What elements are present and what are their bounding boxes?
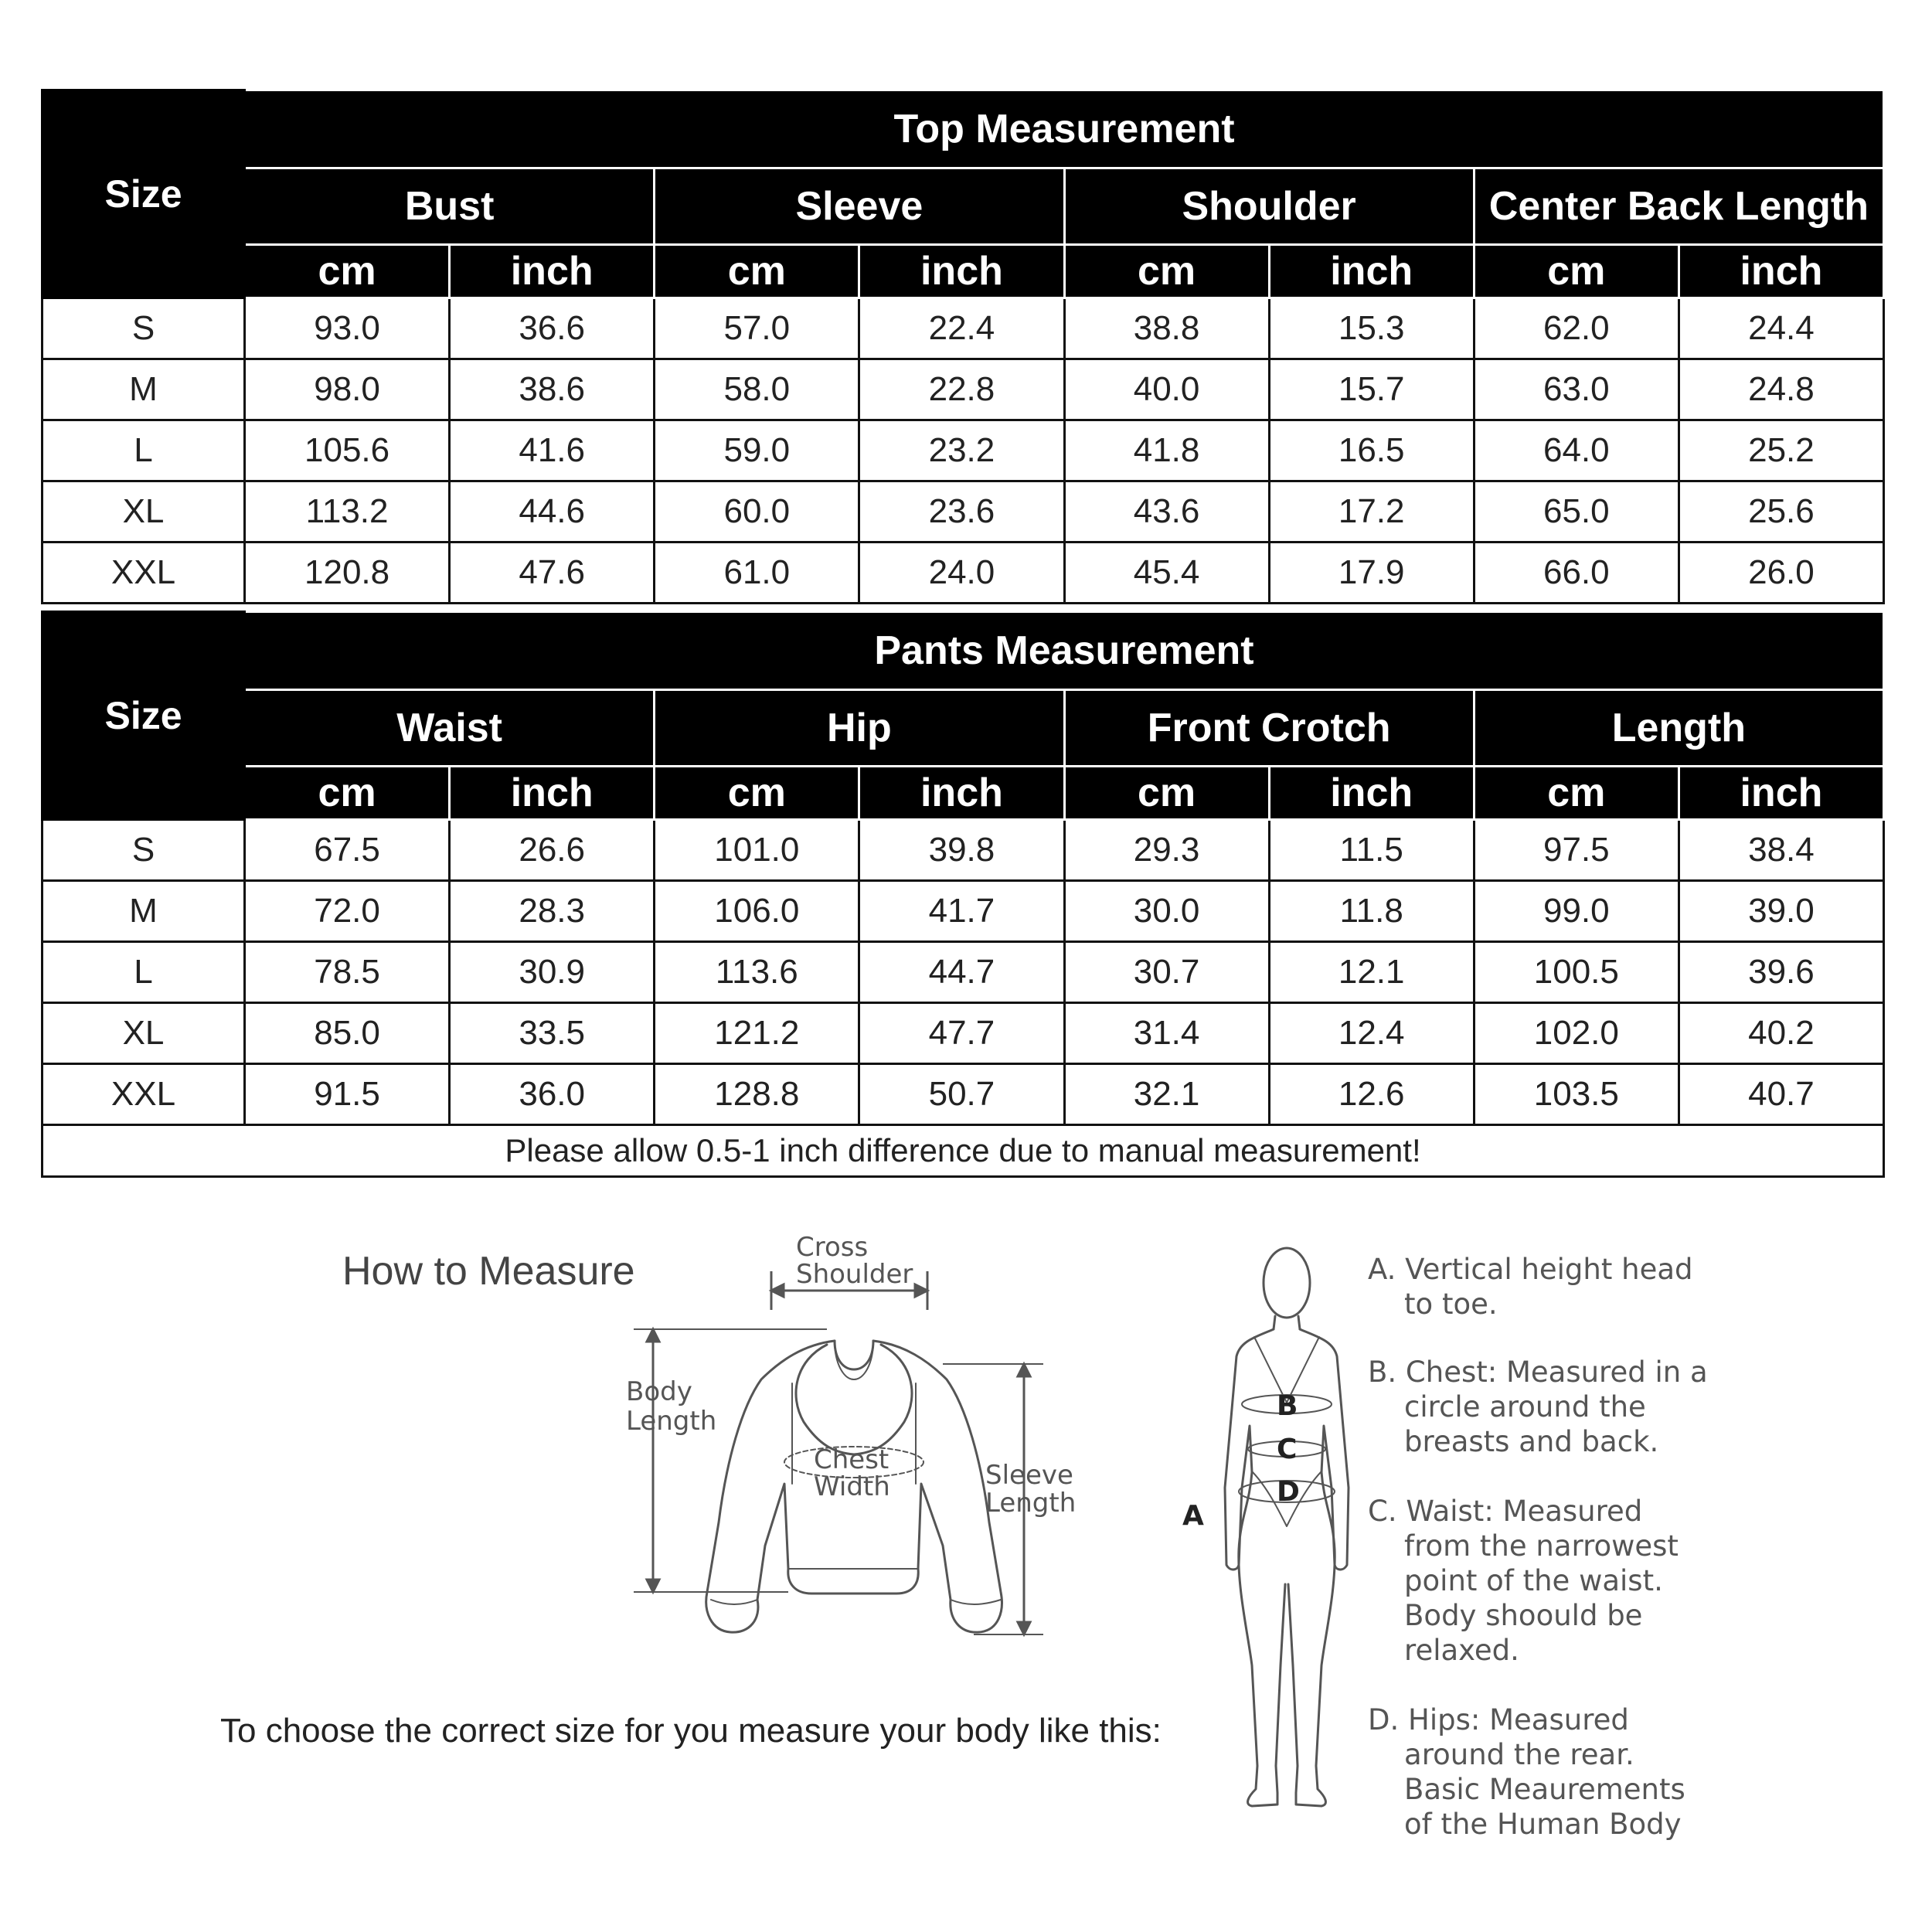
value-cell: 41.6	[450, 420, 655, 481]
value-cell: 11.8	[1269, 881, 1474, 942]
value-cell: 36.0	[450, 1064, 655, 1125]
value-cell: 32.1	[1064, 1064, 1269, 1125]
value-cell: 99.0	[1474, 881, 1679, 942]
value-cell: 40.0	[1064, 359, 1269, 420]
value-cell: 61.0	[655, 543, 859, 604]
value-cell: 58.0	[655, 359, 859, 420]
value-cell: 113.2	[245, 481, 450, 543]
value-cell: 15.3	[1269, 298, 1474, 359]
size-cell: XL	[43, 1003, 245, 1064]
value-cell: 57.0	[655, 298, 859, 359]
table-row	[43, 820, 1884, 881]
size-cell: M	[43, 359, 245, 420]
value-cell: 44.7	[859, 942, 1064, 1003]
size-cell: XXL	[43, 1064, 245, 1125]
value-cell: 63.0	[1474, 359, 1679, 420]
legend-hips: D. Hips: Measured around the rear. Basic Meaurements of the Human Body	[1368, 1703, 1685, 1841]
table-row	[43, 1003, 1884, 1064]
unit-header-cm: cm	[655, 767, 859, 820]
value-cell: 30.9	[450, 942, 655, 1003]
measurement-note: Please allow 0.5-1 inch difference due to manual measurement!	[43, 1125, 1884, 1177]
value-cell: 102.0	[1474, 1003, 1679, 1064]
choose-size-instruction: To choose the correct size for you measure your body like this:	[220, 1712, 1162, 1750]
value-cell: 39.8	[859, 820, 1064, 881]
pants-measurement-title: Pants Measurement	[245, 612, 1884, 690]
size-cell: S	[43, 820, 245, 881]
value-cell: 29.3	[1064, 820, 1269, 881]
unit-header-inch: inch	[859, 245, 1064, 298]
value-cell: 12.1	[1269, 942, 1474, 1003]
size-cell: XL	[43, 481, 245, 543]
value-cell: 43.6	[1064, 481, 1269, 543]
value-cell: 65.0	[1474, 481, 1679, 543]
value-cell: 17.2	[1269, 481, 1474, 543]
body-length-label-1: Body	[626, 1376, 692, 1407]
value-cell: 40.7	[1679, 1064, 1883, 1125]
chest-width-label-1: Chest	[814, 1444, 889, 1475]
unit-header-inch: inch	[1269, 245, 1474, 298]
unit-header-cm: cm	[245, 245, 450, 298]
value-cell: 93.0	[245, 298, 450, 359]
value-cell: 78.5	[245, 942, 450, 1003]
value-cell: 44.6	[450, 481, 655, 543]
value-cell: 47.6	[450, 543, 655, 604]
value-cell: 59.0	[655, 420, 859, 481]
unit-header-cm: cm	[655, 245, 859, 298]
marker-b: B	[1277, 1390, 1298, 1422]
value-cell: 24.0	[859, 543, 1064, 604]
table-row	[43, 481, 1884, 543]
unit-header-inch: inch	[1679, 767, 1883, 820]
value-cell: 23.6	[859, 481, 1064, 543]
value-cell: 39.6	[1679, 942, 1883, 1003]
value-cell: 85.0	[245, 1003, 450, 1064]
value-cell: 38.8	[1064, 298, 1269, 359]
value-cell: 38.6	[450, 359, 655, 420]
value-cell: 100.5	[1474, 942, 1679, 1003]
value-cell: 25.6	[1679, 481, 1883, 543]
unit-header-cm: cm	[245, 767, 450, 820]
value-cell: 24.4	[1679, 298, 1883, 359]
value-cell: 28.3	[450, 881, 655, 942]
size-cell: L	[43, 420, 245, 481]
table-row	[43, 942, 1884, 1003]
table-row	[43, 359, 1884, 420]
value-cell: 60.0	[655, 481, 859, 543]
group-header-hip: Hip	[655, 690, 1064, 767]
size-cell: S	[43, 298, 245, 359]
unit-header-inch: inch	[450, 245, 655, 298]
value-cell: 23.2	[859, 420, 1064, 481]
group-header-waist: Waist	[245, 690, 655, 767]
how-to-measure-title: How to Measure	[342, 1249, 635, 1294]
top-measurement-title: Top Measurement	[245, 90, 1884, 168]
table-row	[43, 420, 1884, 481]
unit-header-inch: inch	[1679, 245, 1883, 298]
value-cell: 31.4	[1064, 1003, 1269, 1064]
value-cell: 41.7	[859, 881, 1064, 942]
value-cell: 103.5	[1474, 1064, 1679, 1125]
unit-header-cm: cm	[1064, 245, 1269, 298]
value-cell: 15.7	[1269, 359, 1474, 420]
pants-measurement-table	[41, 611, 1885, 1178]
value-cell: 26.6	[450, 820, 655, 881]
value-cell: 105.6	[245, 420, 450, 481]
unit-header-cm: cm	[1474, 767, 1679, 820]
value-cell: 98.0	[245, 359, 450, 420]
value-cell: 33.5	[450, 1003, 655, 1064]
value-cell: 97.5	[1474, 820, 1679, 881]
sweater-neckline	[835, 1341, 873, 1369]
value-cell: 72.0	[245, 881, 450, 942]
table-row	[43, 543, 1884, 604]
group-header-sleeve: Sleeve	[655, 168, 1064, 245]
head-outline	[1264, 1248, 1310, 1318]
sleeve-length-label-1: Sleeve	[985, 1460, 1073, 1491]
value-cell: 12.6	[1269, 1064, 1474, 1125]
size-header: Size	[43, 612, 245, 820]
value-cell: 67.5	[245, 820, 450, 881]
unit-header-cm: cm	[1064, 767, 1269, 820]
legend-vertical-height: A. Vertical height head to toe.	[1368, 1253, 1693, 1321]
top-measurement-table	[41, 89, 1885, 604]
legend-chest: B. Chest: Measured in a circle around the breasts and back.	[1368, 1355, 1708, 1458]
body-length-label-2: Length	[626, 1406, 717, 1437]
table-row	[43, 298, 1884, 359]
group-header-bust: Bust	[245, 168, 655, 245]
value-cell: 25.2	[1679, 420, 1883, 481]
value-cell: 45.4	[1064, 543, 1269, 604]
value-cell: 30.7	[1064, 942, 1269, 1003]
size-header: Size	[43, 90, 245, 298]
value-cell: 50.7	[859, 1064, 1064, 1125]
value-cell: 47.7	[859, 1003, 1064, 1064]
marker-a: A	[1182, 1500, 1204, 1532]
value-cell: 24.8	[1679, 359, 1883, 420]
value-cell: 64.0	[1474, 420, 1679, 481]
value-cell: 17.9	[1269, 543, 1474, 604]
sweater-measure-diagram	[603, 1229, 1113, 1662]
unit-header-inch: inch	[450, 767, 655, 820]
value-cell: 128.8	[655, 1064, 859, 1125]
group-header-front-crotch: Front Crotch	[1064, 690, 1474, 767]
body-measure-diagram	[1179, 1233, 1356, 1832]
value-cell: 39.0	[1679, 881, 1883, 942]
value-cell: 36.6	[450, 298, 655, 359]
value-cell: 16.5	[1269, 420, 1474, 481]
marker-d: D	[1277, 1476, 1300, 1508]
value-cell: 12.4	[1269, 1003, 1474, 1064]
value-cell: 26.0	[1679, 543, 1883, 604]
marker-c: C	[1277, 1434, 1298, 1465]
value-cell: 41.8	[1064, 420, 1269, 481]
cross-shoulder-label-1: Cross	[796, 1232, 869, 1263]
value-cell: 40.2	[1679, 1003, 1883, 1064]
value-cell: 113.6	[655, 942, 859, 1003]
unit-header-inch: inch	[1269, 767, 1474, 820]
size-cell: M	[43, 881, 245, 942]
size-cell: XXL	[43, 543, 245, 604]
chest-width-label-2: Width	[814, 1471, 890, 1502]
table-row	[43, 881, 1884, 942]
value-cell: 11.5	[1269, 820, 1474, 881]
cross-shoulder-label-2: Shoulder	[796, 1259, 913, 1290]
size-cell: L	[43, 942, 245, 1003]
value-cell: 62.0	[1474, 298, 1679, 359]
value-cell: 121.2	[655, 1003, 859, 1064]
sleeve-length-label-2: Length	[985, 1488, 1077, 1519]
table-row	[43, 1064, 1884, 1125]
legend-waist: C. Waist: Measured from the narrowest point of the waist. Body shoould be relaxed.	[1368, 1495, 1679, 1667]
value-cell: 38.4	[1679, 820, 1883, 881]
unit-header-inch: inch	[859, 767, 1064, 820]
group-header-shoulder: Shoulder	[1064, 168, 1474, 245]
value-cell: 101.0	[655, 820, 859, 881]
value-cell: 66.0	[1474, 543, 1679, 604]
value-cell: 120.8	[245, 543, 450, 604]
value-cell: 106.0	[655, 881, 859, 942]
value-cell: 30.0	[1064, 881, 1269, 942]
value-cell: 22.4	[859, 298, 1064, 359]
unit-header-cm: cm	[1474, 245, 1679, 298]
group-header-center-back-length: Center Back Length	[1474, 168, 1883, 245]
value-cell: 91.5	[245, 1064, 450, 1125]
value-cell: 22.8	[859, 359, 1064, 420]
group-header-length: Length	[1474, 690, 1883, 767]
